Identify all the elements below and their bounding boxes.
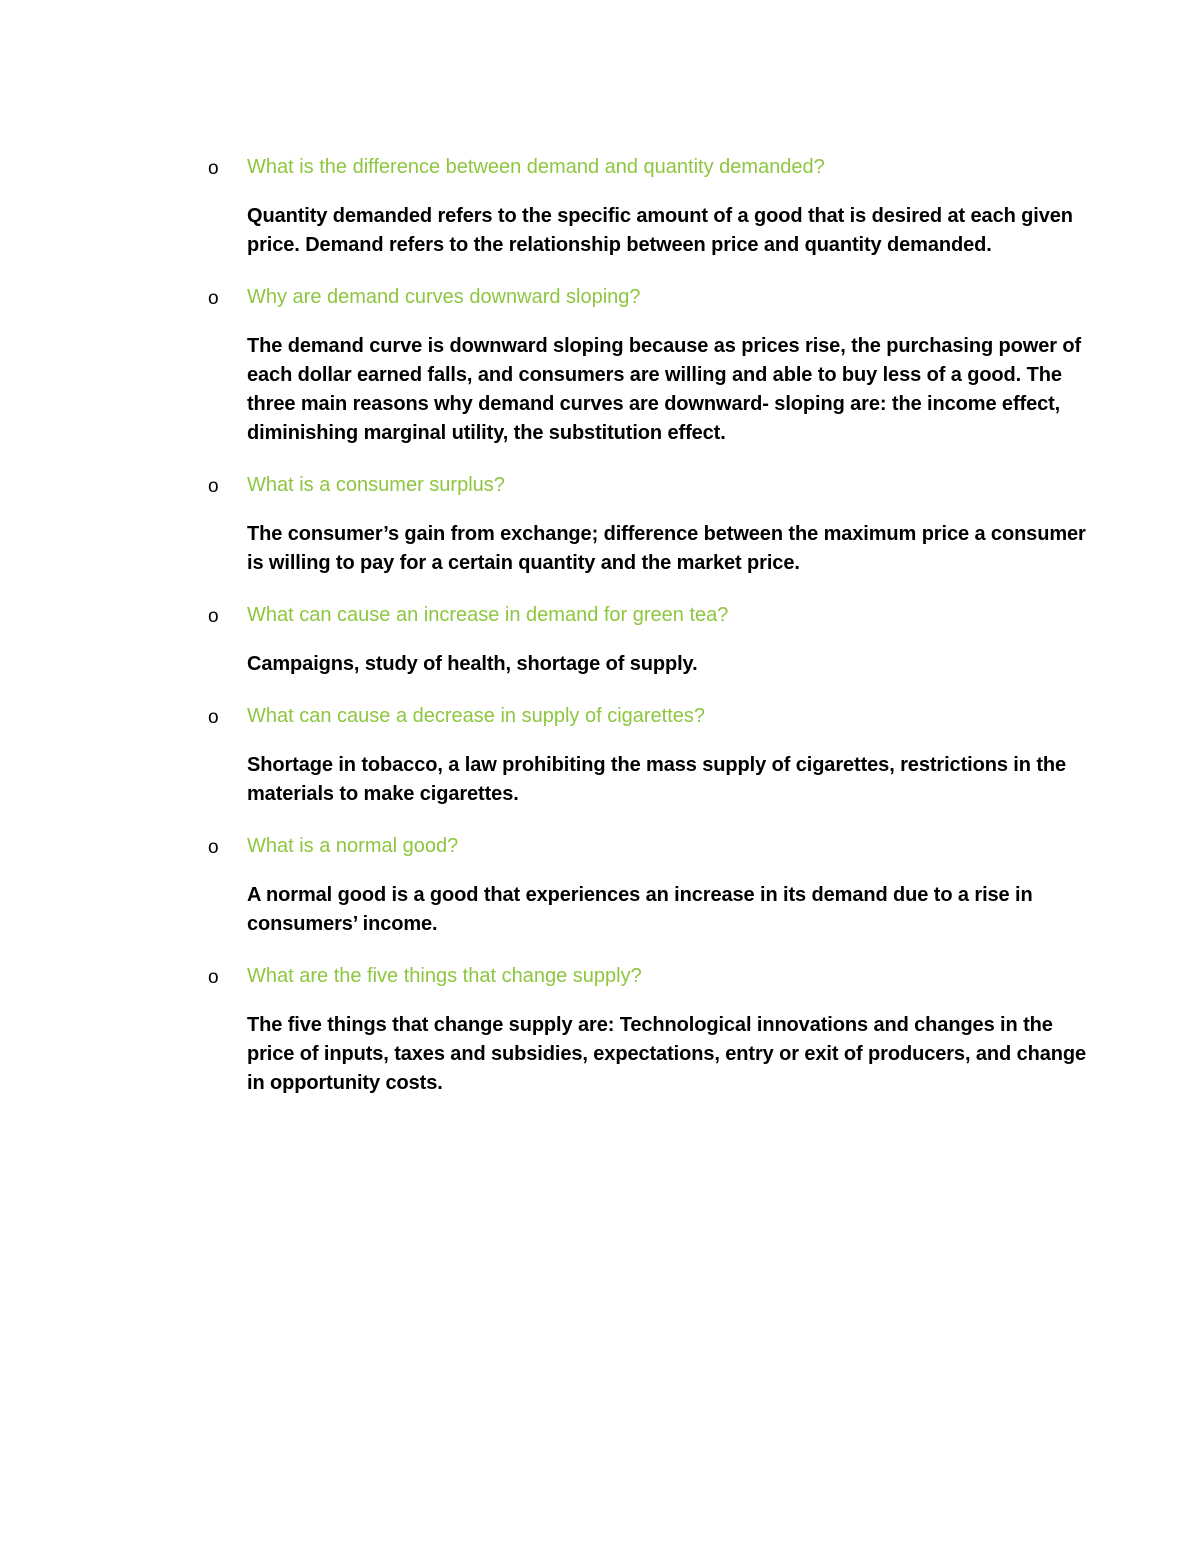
question-text: What is the difference between demand and quantity demanded?: [247, 156, 825, 178]
qa-item: [206, 701, 1086, 809]
answer-text: A normal good is a good that experiences an increase in its demand due to a rise in consumers’ income.: [247, 884, 1033, 935]
answer-text: Shortage in tobacco, a law prohibiting the mass supply of cigarettes, restrictions in the materials to make cigarettes.: [247, 754, 1067, 805]
bullet-icon: o: [208, 837, 219, 858]
qa-list: [206, 152, 1086, 1120]
answer-text: The demand curve is downward sloping because as prices rise, the purchasing power of each dollar earned falls, and consumers are willing and able to buy less of a good. The three main reasons why demand curves are downward- sloping are: the income effect, diminishing marginal utility, the substitution effect.: [247, 335, 1082, 444]
question-text: What are the five things that change supply?: [247, 965, 642, 987]
answer-text: The five things that change supply are: Technological innovations and changes in the price of inputs, taxes and subsidies, expectations, entry or exit of producers, and change in opportunity costs.: [247, 1014, 1086, 1094]
question-text: What is a normal good?: [247, 835, 459, 857]
bullet-icon: o: [208, 288, 219, 309]
bullet-icon: o: [208, 476, 219, 497]
qa-item: [206, 600, 1086, 679]
qa-item: [206, 961, 1086, 1098]
answer-text: Campaigns, study of health, shortage of supply.: [247, 653, 698, 675]
question-text: What can cause a decrease in supply of cigarettes?: [247, 705, 706, 727]
question-text: What is a consumer surplus?: [247, 474, 505, 496]
bullet-icon: o: [208, 967, 219, 988]
qa-item: [206, 831, 1086, 939]
bullet-icon: o: [208, 606, 219, 627]
question-text: Why are demand curves downward sloping?: [247, 286, 641, 308]
question-text: What can cause an increase in demand for green tea?: [247, 604, 729, 626]
answer-text: The consumer’s gain from exchange; difference between the maximum price a consumer is willing to pay for a certain quantity and the market price.: [247, 523, 1086, 574]
qa-item: [206, 282, 1086, 448]
bullet-icon: o: [208, 707, 219, 728]
bullet-icon: o: [208, 158, 219, 179]
qa-item: [206, 152, 1086, 260]
answer-text: Quantity demanded refers to the specific amount of a good that is desired at each given price. Demand refers to the relationship between price and quantity demanded.: [247, 205, 1073, 256]
qa-item: [206, 470, 1086, 578]
